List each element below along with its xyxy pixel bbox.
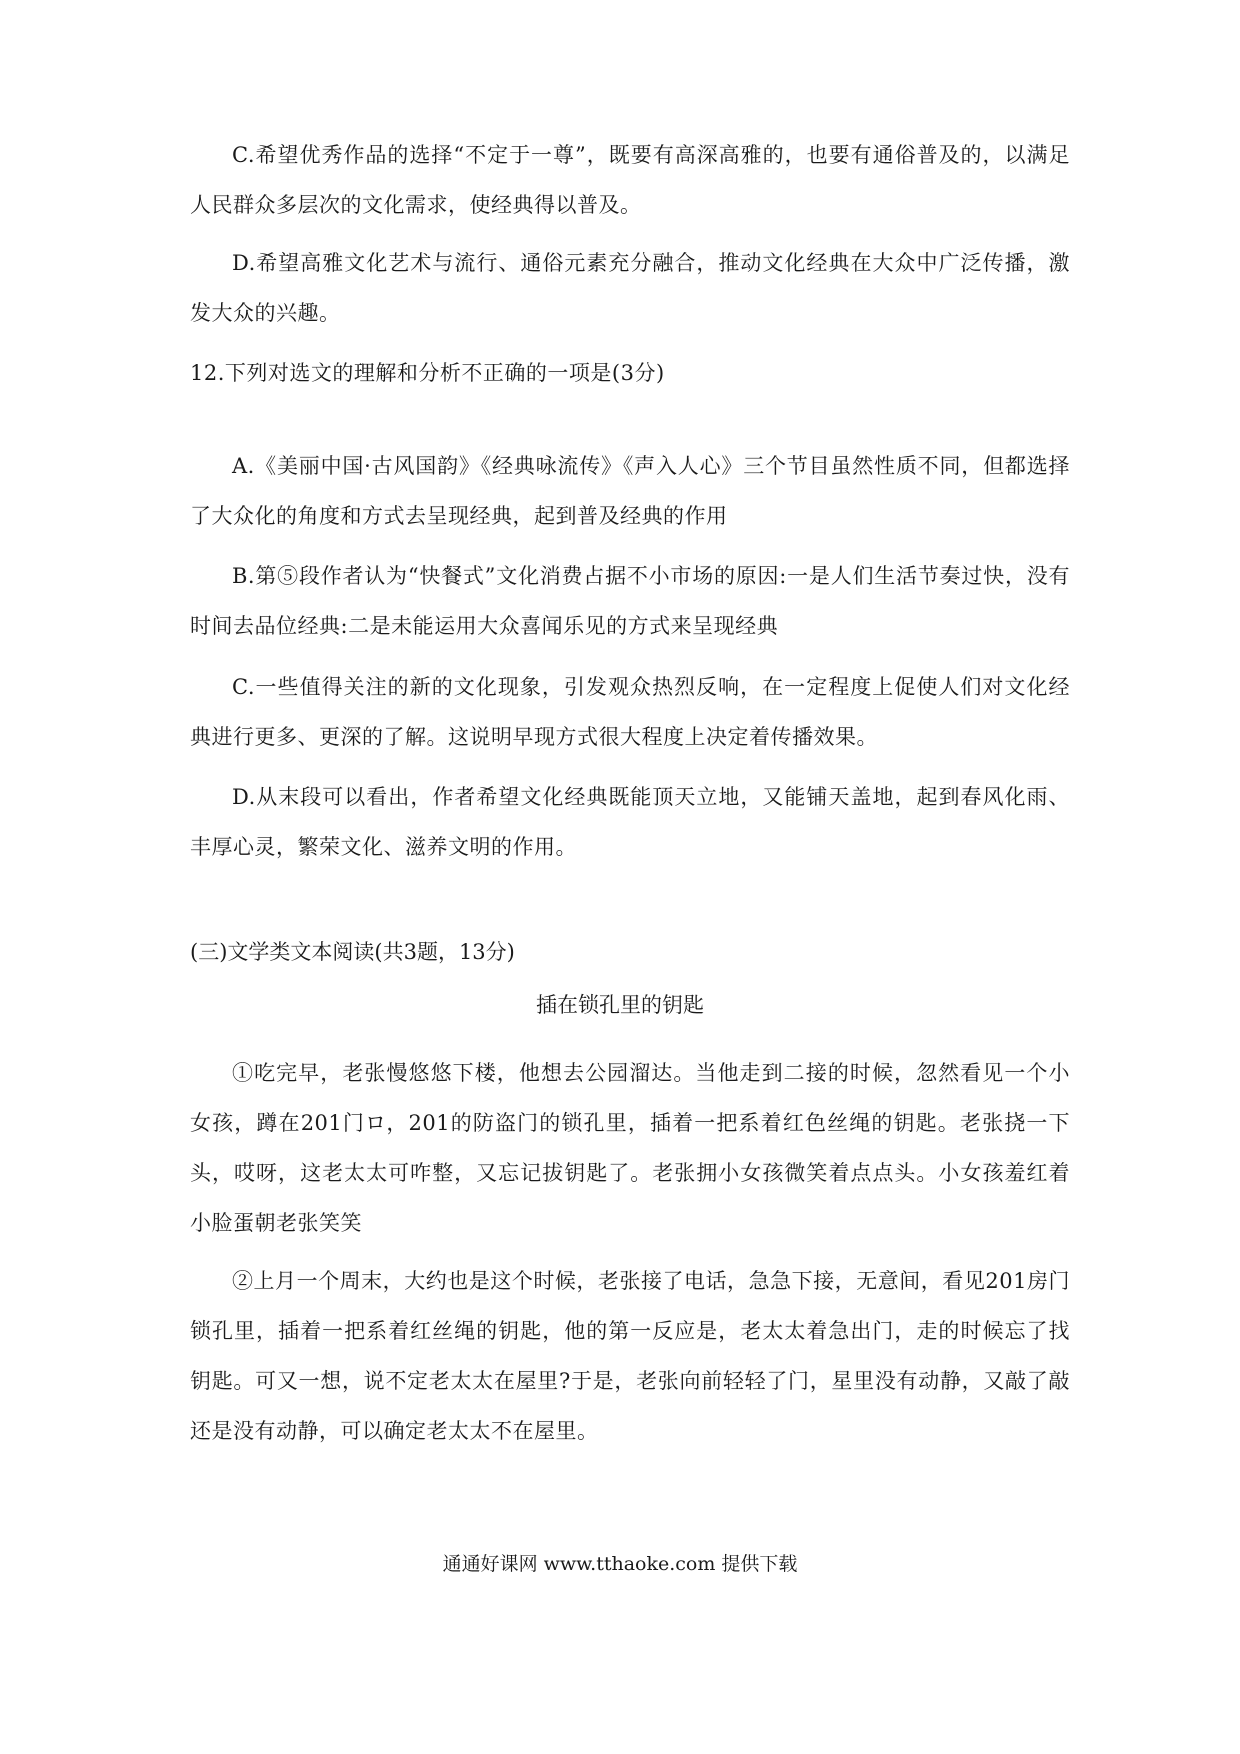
q12-option-a: A.《美丽中国·古风国韵》《经典咏流传》《声入人心》三个节目虽然性质不同，但都选择了大众化的角度和方式去呈现经典，起到普及经典的作用: [190, 454, 1070, 528]
story-paragraph-1: ①吃完早，老张慢悠悠下楼，他想去公园溜达。当他走到二接的时候，忽然看见一个小女孩，蹲在201门ロ，201的防盗门的锁孔里，插着一把系着红色丝绳的钥匙。老张挠一下头，哎呀，这老太太可咋整，又忘记拔钥匙了。老张拥小女孩微笑着点点头。小女孩羞红着小脸蛋朝老张笑笑: [190, 1061, 1070, 1235]
q12-option-b: B.第⑤段作者认为“快餐式”文化消费占据不小市场的原因:一是人们生活节奏过快，没有时间去品位经典:二是未能运用大众喜闻乐见的方式来呈现经典: [190, 564, 1070, 638]
story-paragraph-2: ②上月一个周末，大约也是这个时候，老张接了电话，急急下接，无意间，看见201房门锁孔里，插着一把系着红丝绳的钥匙，他的第一反应是，老太太着急出门，走的时候忘了找钥匙。可又一想，说不定老太太在屋里?于是，老张向前轻轻了门，星里没有动静，又敲了敲还是没有动静，可以确定老太太不在屋里。: [190, 1269, 1070, 1443]
q12-stem: 12.下列对选文的理解和分析不正确的一项是(3分): [190, 361, 665, 385]
section-heading: (三)文学类文本阅读(共3题，13分): [190, 940, 515, 964]
q11-option-d: D.希望高雅文化艺术与流行、通俗元素充分融合，推动文化经典在大众中广泛传播，激发大众的兴趣。: [190, 251, 1070, 325]
q12-option-c: C.一些值得关注的新的文化现象，引发观众热烈反响，在一定程度上促使人们对文化经典进行更多、更深的了解。这说明早现方式很大程度上决定着传播效果。: [190, 675, 1070, 749]
q11-option-c: C.希望优秀作品的选择“不定于一尊”，既要有高深高雅的，也要有通俗普及的，以满足人民群众多层次的文化需求，使经典得以普及。: [190, 143, 1070, 217]
page-footer: 通通好课网 www.tthaoke.com 提供下载: [442, 1553, 798, 1575]
story-title: 插在锁孔里的钥匙: [536, 993, 704, 1017]
q12-option-d: D.从末段可以看出，作者希望文化经典既能顶天立地，又能铺天盖地，起到春风化雨、丰厚心灵，繁荣文化、滋养文明的作用。: [190, 785, 1070, 859]
